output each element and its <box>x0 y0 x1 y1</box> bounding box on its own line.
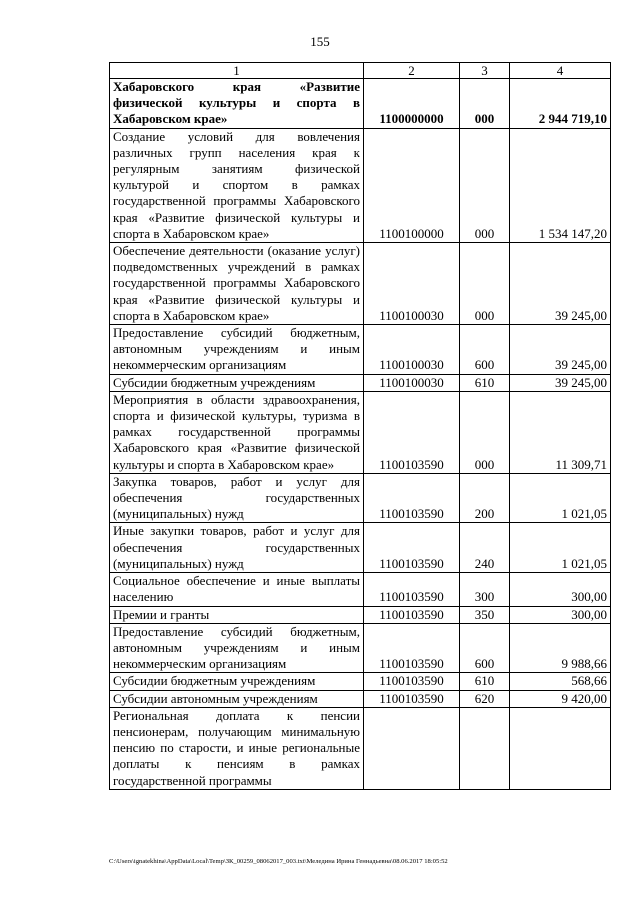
row-target-code: 1100103590 <box>364 473 460 523</box>
table-row <box>110 573 611 606</box>
file-path-footer: C:\Users\ignatekhina\AppData\Local\Temp\ЗК_00259_08062017_003.txt\Меледина Ирина Геннадьевна\08.06.2017 18:05:52 <box>109 858 448 865</box>
row-target-code: 1100103590 <box>364 391 460 473</box>
row-amount: 39 245,00 <box>510 243 611 325</box>
row-name: Социальное обеспечение и иные выплаты населению <box>110 573 364 606</box>
table-body <box>110 79 611 790</box>
table-row <box>110 243 611 325</box>
table-row <box>110 391 611 473</box>
row-name: Предоставление субсидий бюджетным, автономным учреждениям и иным некоммерческим организациям <box>110 623 364 673</box>
row-target-code: 1100000000 <box>364 79 460 129</box>
row-target-code: 1100100030 <box>364 374 460 391</box>
row-amount: 300,00 <box>510 606 611 623</box>
row-amount: 39 245,00 <box>510 374 611 391</box>
row-name: Субсидии бюджетным учреждениям <box>110 374 364 391</box>
row-expense-type: 000 <box>460 79 510 129</box>
table-row <box>110 690 611 707</box>
header-col-2: 2 <box>364 63 460 79</box>
row-name: Закупка товаров, работ и услуг для обеспечения государственных (муниципальных) нужд <box>110 473 364 523</box>
row-name: Создание условий для вовлечения различных групп населения края к регулярным занятиям физической культурой и спортом в рамках государственной программы Хабаровского края «Развитие физической культуры и спорта в Хабаровском крае» <box>110 128 364 242</box>
row-target-code: 1100103590 <box>364 606 460 623</box>
row-expense-type: 000 <box>460 243 510 325</box>
row-expense-type: 610 <box>460 673 510 690</box>
table-row <box>110 374 611 391</box>
row-name: Субсидии автономным учреждениям <box>110 690 364 707</box>
row-target-code: 1100103590 <box>364 623 460 673</box>
budget-table <box>109 62 611 790</box>
row-amount: 1 021,05 <box>510 473 611 523</box>
table-row <box>110 79 611 129</box>
row-amount: 9 988,66 <box>510 623 611 673</box>
table-row <box>110 707 611 789</box>
row-expense-type: 000 <box>460 391 510 473</box>
table-row <box>110 623 611 673</box>
row-amount: 1 534 147,20 <box>510 128 611 242</box>
header-col-1: 1 <box>110 63 364 79</box>
row-name: Предоставление субсидий бюджетным, автономным учреждениям и иным некоммерческим организациям <box>110 325 364 375</box>
row-amount <box>510 707 611 789</box>
row-target-code: 1100100000 <box>364 128 460 242</box>
row-target-code: 1100103590 <box>364 690 460 707</box>
row-amount: 11 309,71 <box>510 391 611 473</box>
header-col-3: 3 <box>460 63 510 79</box>
header-col-4: 4 <box>510 63 611 79</box>
page-number: 155 <box>310 34 330 49</box>
row-expense-type: 600 <box>460 623 510 673</box>
table-row <box>110 673 611 690</box>
row-name: Премии и гранты <box>110 606 364 623</box>
row-amount: 9 420,00 <box>510 690 611 707</box>
row-name: Региональная доплата к пенсии пенсионерам, получающим минимальную пенсию по старости, и иные региональные доплаты к пенсиям в рамках государственной программы <box>110 707 364 789</box>
table-row <box>110 325 611 375</box>
table-row <box>110 523 611 573</box>
row-name: Субсидии бюджетным учреждениям <box>110 673 364 690</box>
row-expense-type: 200 <box>460 473 510 523</box>
row-name: Иные закупки товаров, работ и услуг для обеспечения государственных (муниципальных) нужд <box>110 523 364 573</box>
row-amount: 2 944 719,10 <box>510 79 611 129</box>
row-expense-type: 350 <box>460 606 510 623</box>
row-name: Обеспечение деятельности (оказание услуг) подведомственных учреждений в рамках государственной программы Хабаровского края «Развитие физической культуры и спорта в Хабаровском крае» <box>110 243 364 325</box>
row-expense-type: 600 <box>460 325 510 375</box>
row-expense-type: 240 <box>460 523 510 573</box>
row-expense-type: 000 <box>460 128 510 242</box>
row-target-code <box>364 707 460 789</box>
table-row <box>110 606 611 623</box>
row-target-code: 1100103590 <box>364 573 460 606</box>
row-amount: 300,00 <box>510 573 611 606</box>
row-amount: 568,66 <box>510 673 611 690</box>
table-header-row <box>110 63 611 79</box>
row-target-code: 1100100030 <box>364 243 460 325</box>
row-expense-type <box>460 707 510 789</box>
row-amount: 1 021,05 <box>510 523 611 573</box>
row-expense-type: 620 <box>460 690 510 707</box>
row-target-code: 1100103590 <box>364 523 460 573</box>
row-name: Мероприятия в области здравоохранения, спорта и физической культуры, туризма в рамках государственной программы Хабаровского края «Развитие физической культуры и спорта в Хабаровском крае» <box>110 391 364 473</box>
row-target-code: 1100103590 <box>364 673 460 690</box>
row-expense-type: 610 <box>460 374 510 391</box>
row-expense-type: 300 <box>460 573 510 606</box>
row-name: Хабаровского края «Развитие физической культуры и спорта в Хабаровском крае» <box>110 79 364 129</box>
table-row <box>110 473 611 523</box>
row-target-code: 1100100030 <box>364 325 460 375</box>
table-row <box>110 128 611 242</box>
row-amount: 39 245,00 <box>510 325 611 375</box>
